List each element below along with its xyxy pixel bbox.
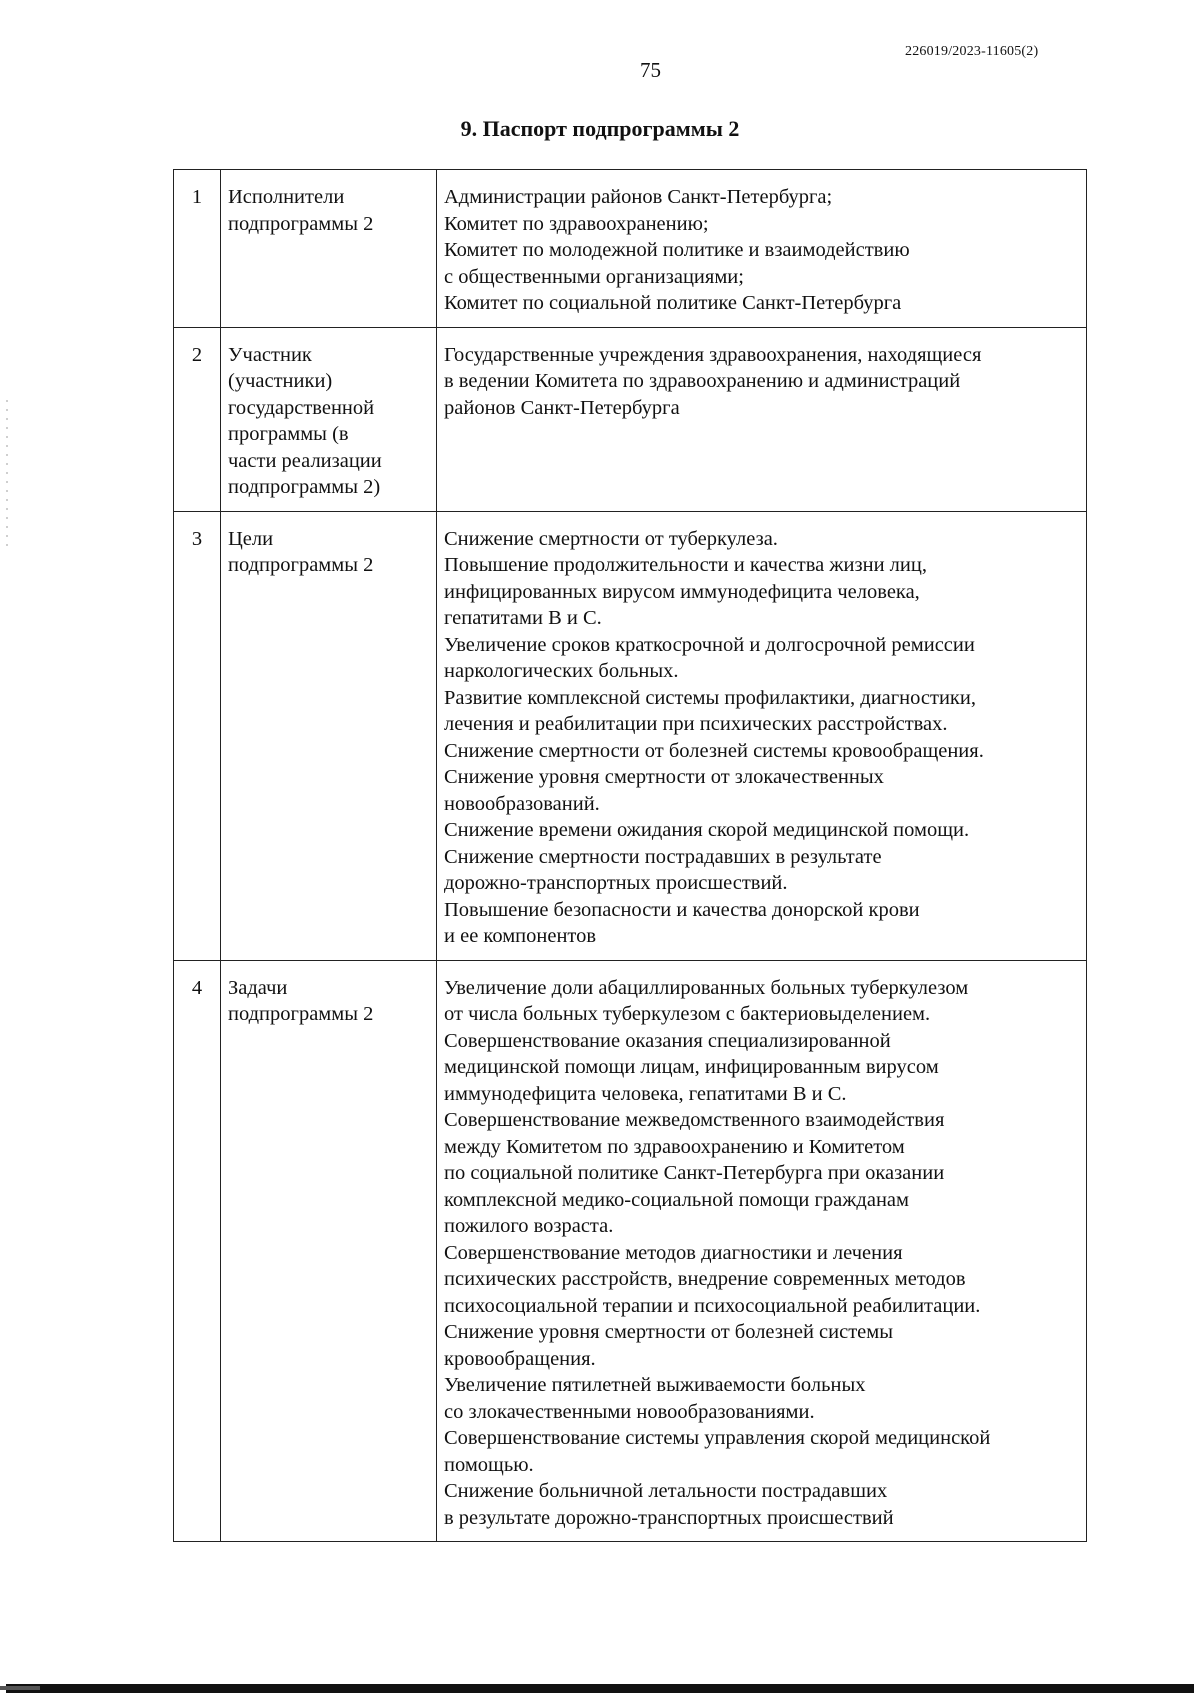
row-content-line: от числа больных туберкулезом с бактериовыделением. <box>444 1003 931 1025</box>
row-content-line: в ведении Комитета по здравоохранению и администраций <box>444 370 961 392</box>
row-content-line: дорожно-транспортных происшествий. <box>444 872 788 894</box>
row-content-line: Увеличение сроков краткосрочной и долгосрочной ремиссии <box>444 633 975 656</box>
row-content-line: Комитет по молодежной политике и взаимодействию <box>444 239 910 261</box>
row-content-line: Снижение смертности пострадавших в результате <box>444 845 882 868</box>
row-number: 3 <box>174 511 221 960</box>
row-label <box>221 511 437 960</box>
subprogram-passport-table <box>173 169 1087 1542</box>
row-content-line: с общественными организациями; <box>444 265 744 288</box>
row-content-line: инфицированных вирусом иммунодефицита человека, <box>444 580 920 603</box>
row-content-line: Снижение уровня смертности от злокачественных <box>444 766 884 788</box>
row-content-line: Государственные учреждения здравоохранения, находящиеся <box>444 343 982 366</box>
row-content-line: со злокачественными новообразованиями. <box>444 1400 815 1423</box>
row-label-line: Исполнители <box>228 186 345 208</box>
row-content-line: Снижение времени ожидания скорой медицинской помощи. <box>444 819 970 841</box>
row-content-line: Увеличение пятилетней выживаемости больных <box>444 1374 866 1396</box>
row-label-line: подпрограммы 2 <box>228 212 374 235</box>
scan-margin-artifact <box>6 400 8 550</box>
row-content-line: Совершенствование межведомственного взаимодействия <box>444 1109 945 1131</box>
row-label-line: (участники) <box>228 370 333 392</box>
row-content-line: иммунодефицита человека, гепатитами В и С. <box>444 1082 847 1105</box>
row-label-line: Задачи <box>228 976 288 999</box>
row-number: 4 <box>174 960 221 1542</box>
table-row <box>174 511 1087 960</box>
row-content-line: новообразований. <box>444 792 600 815</box>
row-content-line: Снижение уровня смертности от болезней системы <box>444 1321 894 1343</box>
scan-bottom-edge <box>6 1684 1194 1693</box>
row-content-line: наркологических больных. <box>444 660 679 682</box>
row-content-line: Снижение больничной летальности пострадавших <box>444 1480 888 1502</box>
document-id: 226019/2023-11605(2) <box>905 44 1039 59</box>
row-label-line: подпрограммы 2) <box>228 476 381 498</box>
row-content-line: Комитет по социальной политике Санкт-Петербурга <box>444 292 902 314</box>
row-label-line: государственной <box>228 396 375 419</box>
row-content-line: психосоциальной терапии и психосоциальной реабилитации. <box>444 1294 981 1317</box>
row-content-line: Комитет по здравоохранению; <box>444 212 709 235</box>
row-label <box>221 170 437 328</box>
row-content-line: по социальной политике Санкт-Петербурга при оказании <box>444 1162 945 1184</box>
row-content-line: гепатитами В и С. <box>444 607 602 629</box>
row-content-line: Администрации районов Санкт-Петербурга; <box>444 186 833 208</box>
row-content-line: Снижение смертности от туберкулеза. <box>444 527 778 550</box>
row-content-line: психических расстройств, внедрение современных методов <box>444 1268 966 1290</box>
row-content-line: кровообращения. <box>444 1347 596 1370</box>
row-label <box>221 960 437 1542</box>
row-number: 1 <box>174 170 221 328</box>
row-content-line: между Комитетом по здравоохранению и Комитетом <box>444 1135 905 1158</box>
row-label-line: Участник <box>228 343 312 366</box>
scan-bottom-edge-taper <box>0 1686 40 1690</box>
row-content-line: Увеличение доли абациллированных больных туберкулезом <box>444 976 969 999</box>
row-label-line: подпрограммы 2 <box>228 554 374 576</box>
row-content-line: пожилого возраста. <box>444 1215 614 1237</box>
row-content-line: Совершенствование оказания специализированной <box>444 1029 891 1052</box>
row-content-line: Повышение безопасности и качества донорской крови <box>444 898 920 921</box>
row-content-line: Совершенствование системы управления скорой медицинской <box>444 1427 991 1449</box>
row-content-line: и ее компонентов <box>444 925 597 947</box>
table-row <box>174 960 1087 1542</box>
row-content-line: медицинской помощи лицам, инфицированным вирусом <box>444 1056 939 1078</box>
row-content-line: Снижение смертности от болезней системы кровообращения. <box>444 739 984 762</box>
row-content-line: Совершенствование методов диагностики и лечения <box>444 1241 903 1264</box>
row-content <box>437 960 1087 1542</box>
page-number: 75 <box>640 58 661 82</box>
row-content-line: комплексной медико-социальной помощи гражданам <box>444 1188 910 1211</box>
table-row <box>174 327 1087 511</box>
row-content-line: в результате дорожно-транспортных происшествий <box>444 1506 894 1529</box>
row-label-line: программы (в <box>228 423 349 445</box>
row-label-line: части реализации <box>228 449 382 472</box>
row-content <box>437 170 1087 328</box>
row-content-line: помощью. <box>444 1453 534 1476</box>
passport-table-body <box>174 170 1087 1542</box>
table-row <box>174 170 1087 328</box>
row-content-line: Развитие комплексной системы профилактики, диагностики, <box>444 686 976 709</box>
row-content-line: лечения и реабилитации при психических расстройствах. <box>444 713 948 735</box>
row-label-line: Цели <box>228 527 274 550</box>
section-title: 9. Паспорт подпрограммы 2 <box>460 116 740 141</box>
row-content <box>437 511 1087 960</box>
row-label-line: подпрограммы 2 <box>228 1003 374 1025</box>
row-content-line: Повышение продолжительности и качества жизни лиц, <box>444 554 927 576</box>
row-number: 2 <box>174 327 221 511</box>
row-content-line: районов Санкт-Петербурга <box>444 396 680 419</box>
row-content <box>437 327 1087 511</box>
row-label <box>221 327 437 511</box>
